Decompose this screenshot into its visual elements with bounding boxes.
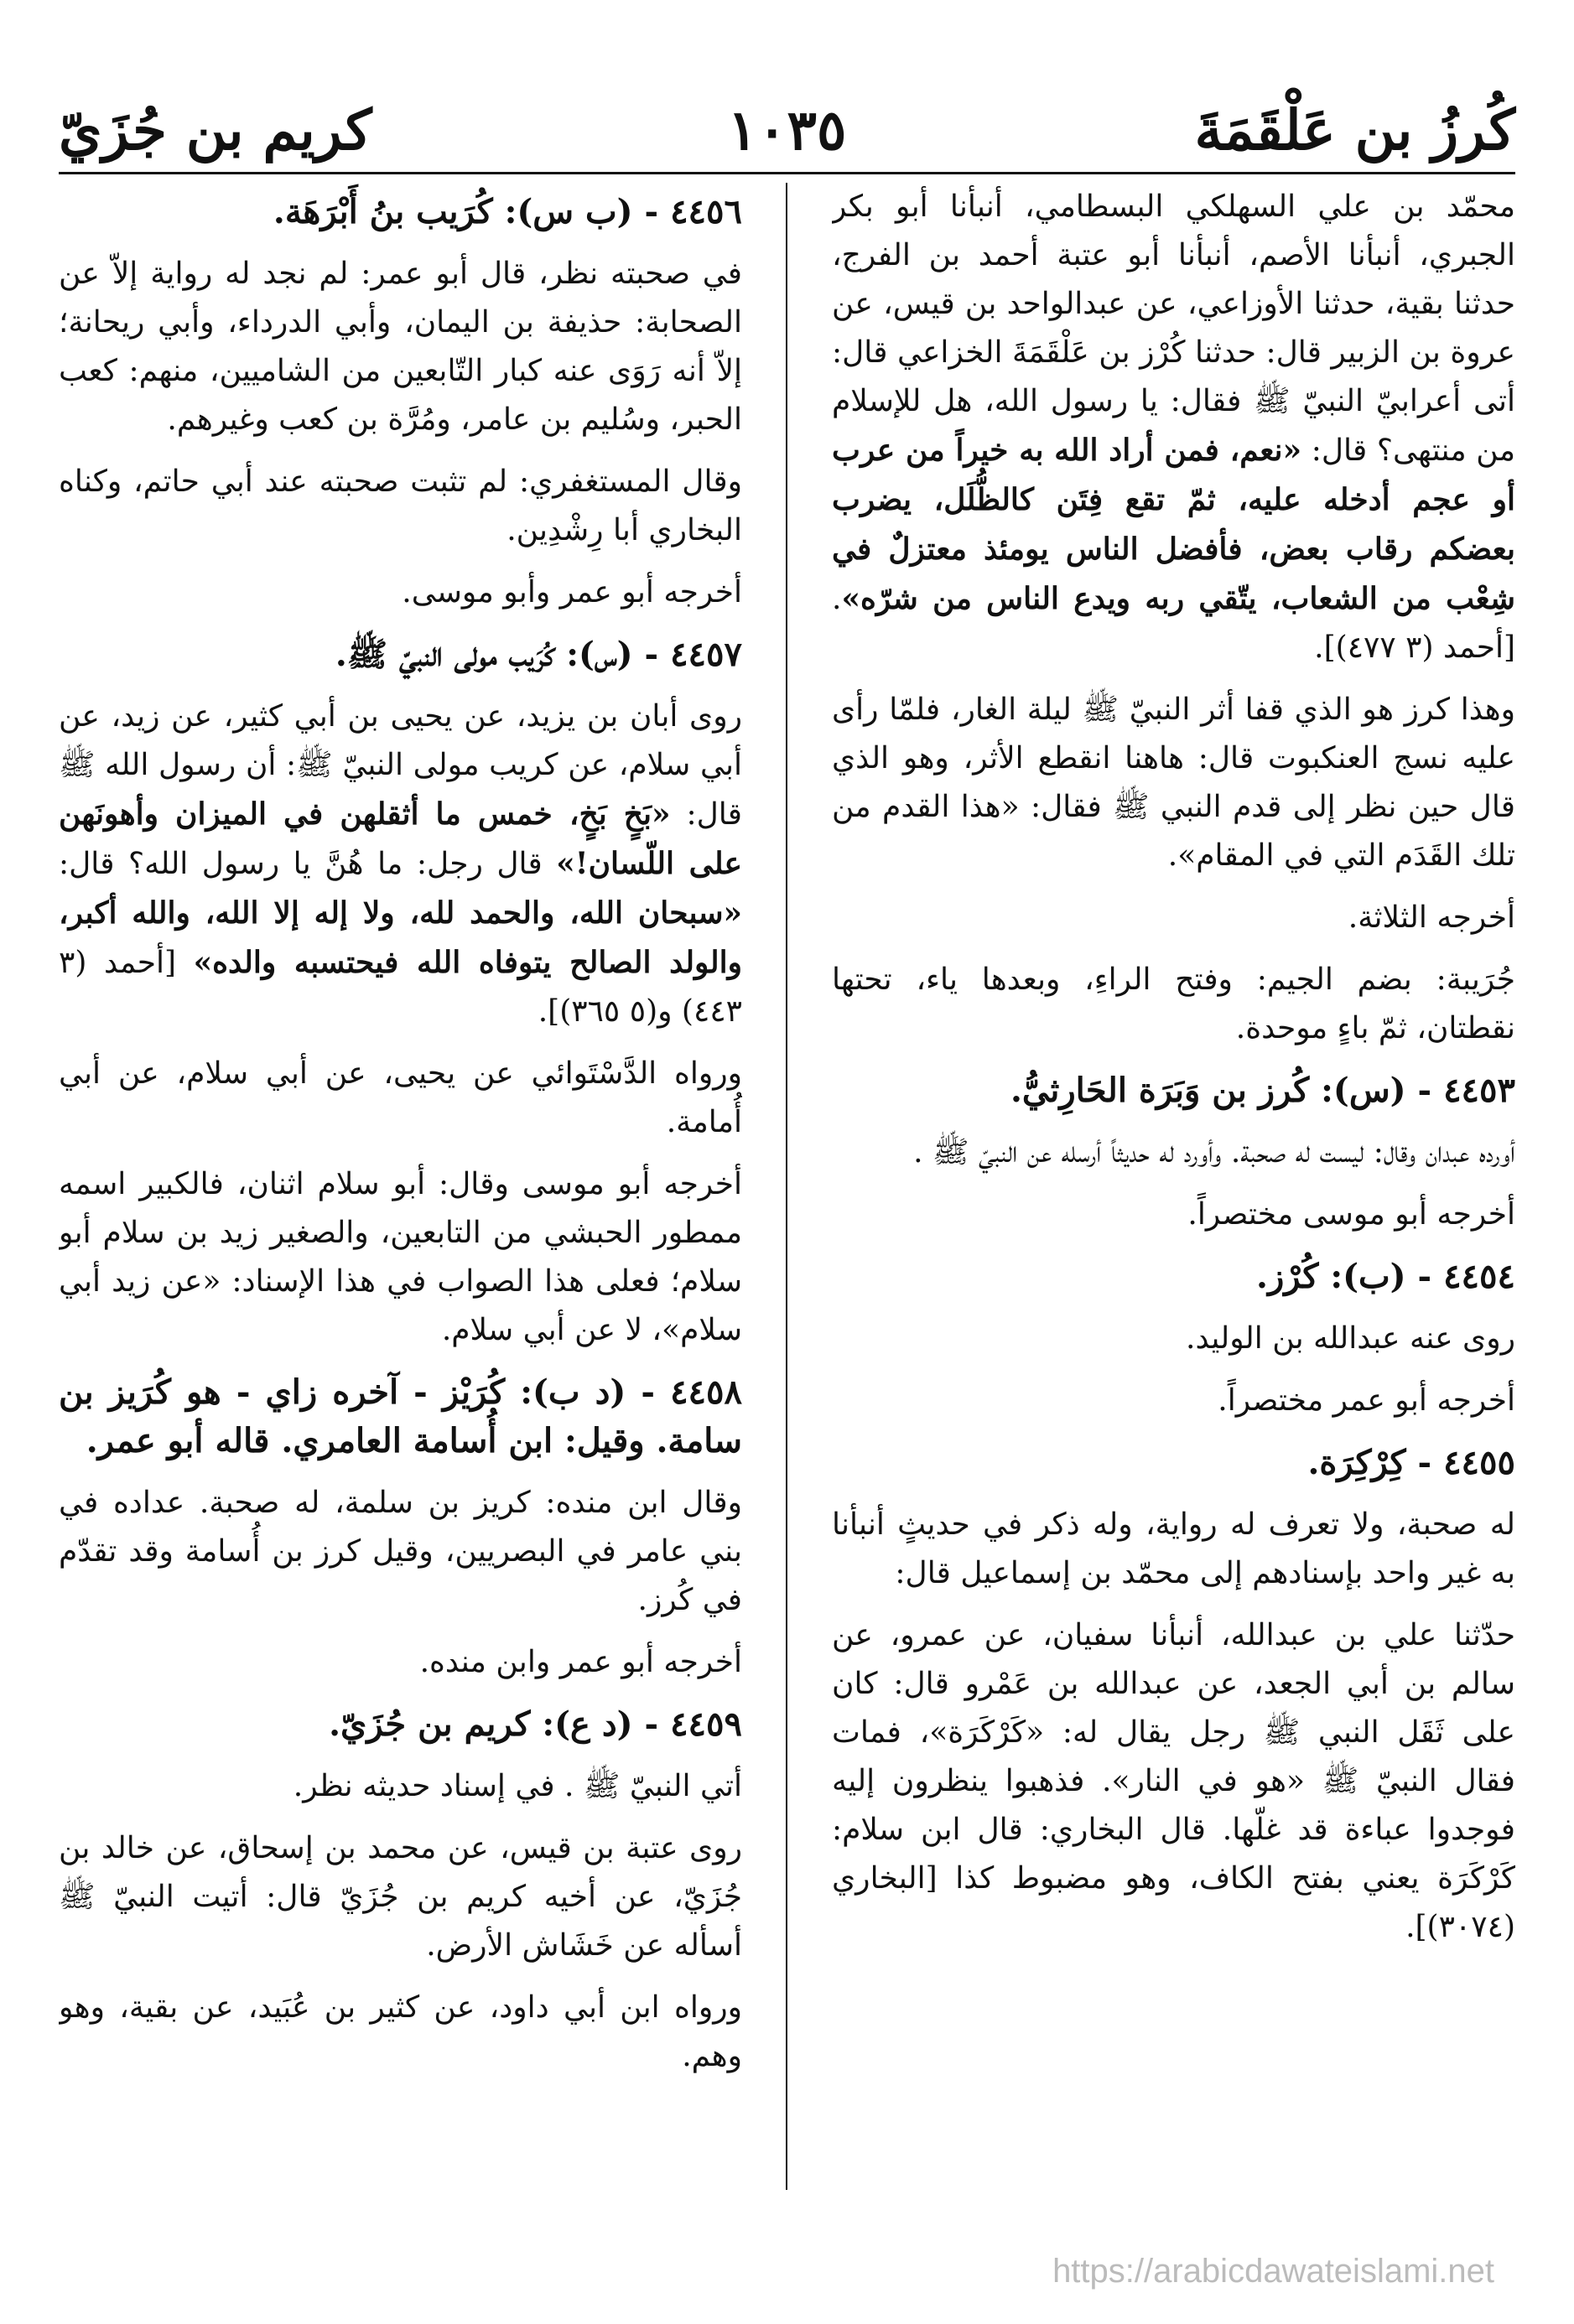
watermark-url: https://arabicdawateislami.net xyxy=(1052,2253,1494,2290)
paragraph: أتي النبيّ ﷺ . في إسناد حديثه نظر. xyxy=(293,1769,742,1803)
paragraph: أخرجه أبو موسى مختصراً. xyxy=(1187,1197,1515,1232)
paragraph xyxy=(59,693,742,1036)
entry-title: - (د ب): كُرَيْز - آخره زاي - هو كُرَيز بن سامة. وقيل: ابن أُسامة العامري. قاله أبو عمر. xyxy=(59,1372,742,1460)
paragraph: أخرجه أبو عمر مختصراً. xyxy=(1218,1383,1515,1418)
entry-title: - (س): كُرز بن وَبَرَة الحَارِثيُّ. xyxy=(1010,1071,1432,1110)
entry-heading-4457 xyxy=(59,630,742,679)
paragraph: له صحبة، ولا تعرف له رواية، وله ذكر في حديثٍ أنبأنا به غير واحد بإسنادهم إلى محمّد بن إسماعيل قال: xyxy=(832,1507,1515,1590)
paragraph: وقال ابن منده: كريز بن سلمة، له صحبة. عداده في بني عامر في البصريين، وقيل كرز بن أُسامة وقد تقدّم في كُرز. xyxy=(59,1486,742,1617)
entry-number: ٤٤٥٩ xyxy=(670,1704,742,1744)
entry-number: ٤٤٥٦ xyxy=(670,192,742,231)
entry-heading-4456 xyxy=(59,188,742,236)
entry-title: - كِرْكِرَة. xyxy=(1307,1443,1432,1482)
left-column xyxy=(59,183,742,2262)
column-divider xyxy=(786,183,787,2190)
paragraph xyxy=(832,183,1515,672)
entry-heading-4459 xyxy=(59,1700,742,1749)
paragraph: جُرَيبة: بضم الجيم: وفتح الراءِ، وبعدها ياء، تحتها نقطتان، ثمّ باءٍ موحدة. xyxy=(832,962,1515,1045)
text: روى أبان بن يزيد، عن يحيى بن أبي كثير، عن زيد، عن أبي سلام، عن كريب مولى النبيّ ﷺ: أن رسول الله ﷺ قال: xyxy=(59,699,742,832)
entry-title: - (ب): كُرْز. xyxy=(1256,1257,1432,1296)
paragraph: حدّثنا علي بن عبدالله، أنبأنا سفيان، عن عمرو، عن سالم بن أبي الجعد، عن عبدالله بن عَمْرو قال: كان على ثَقَل النبي ﷺ رجل يقال له: «كَرْكَرَة»، فمات فقال النبيّ ﷺ «هو في النار». فذهبوا ينظرون إليه فوجدوا عباءة قد غلّها. قال البخاري: قال ابن سلام: كَرْكَرَة يعني بفتح الكاف، وهو مضبوط كذا [البخاري (٣٠٧٤)]. xyxy=(832,1618,1515,1944)
paragraph: روى عنه عبدالله بن الوليد. xyxy=(1186,1321,1515,1356)
entry-heading-4454 xyxy=(832,1253,1515,1301)
reference: [أحمد (٣ ٤٤٣) و(٥ ٣٦٥)]. xyxy=(59,946,742,1029)
entry-number: ٤٤٥٣ xyxy=(1443,1071,1515,1110)
text: محمّد بن علي السهلكي البسطامي، أنبأنا أبو بكر الجبري، أنبأنا الأصم، أنبأنا أبو عتبة أحمد بن الفرج، حدثنا بقية، حدثنا الأوزاعي، عن عبدالواحد بن قيس، عن عروة بن الزبير قال: حدثنا كُرْز بن عَلْقَمَةَ الخزاعي قال: أتى أعرابيّ النبيّ ﷺ فقال: يا رسول الله، هل للإسلام من منتهى؟ قال: xyxy=(832,189,1515,468)
hadith-text: «سبحان الله، والحمد لله، ولا إله إلا الله، والله أكبر، والولد الصالح يتوفاه الله فيحتسبه والده» xyxy=(59,895,742,980)
paragraph: وهذا كرز هو الذي قفا أثر النبيّ ﷺ ليلة الغار، فلمّا رأى عليه نسج العنكبوت قال: هاهنا انقطع الأثر، وهو الذي قال حين نظر إلى قدم النبي ﷺ فقال: «هذا القدم من تلك القَدَم التي في المقام». xyxy=(832,693,1515,873)
entry-heading-4453 xyxy=(832,1066,1515,1115)
paragraph: روى عتبة بن قيس، عن محمد بن إسحاق، عن خالد بن جُزَيّ، عن أخيه كريم بن جُزَيّ قال: أتيت النبيّ ﷺ أسأله عن خَشَاش الأرض. xyxy=(59,1831,742,1963)
entry-number: ٤٤٥٨ xyxy=(670,1372,742,1412)
entry-title: - (س): كُرَيب مولى النبيّ ﷺ. xyxy=(335,635,659,674)
paragraph: أخرجه أبو موسى وقال: أبو سلام اثنان، فالكبير اسمه ممطور الحبشي من التابعين، والصغير زيد بن سلام أبو سلام؛ فعلى هذا الصواب في هذا الإسناد: «عن زيد أبي سلام»، لا عن أبي سلام. xyxy=(59,1167,742,1347)
header-right-title: كُرزُ بن عَلْقَمَةَ xyxy=(1194,97,1515,163)
text: قال رجل: ما هُنَّ يا رسول الله؟ قال: xyxy=(59,847,557,881)
entry-title: - (د ع): كريم بن جُزَيّ. xyxy=(329,1704,659,1744)
right-column xyxy=(832,183,1515,2262)
reference: . [أحمد (٣ ٤٧٧)]. xyxy=(832,582,1515,665)
paragraph: أخرجه أبو عمر وابن منده. xyxy=(419,1645,742,1679)
hadith-text: «بَخٍ بَخٍ، خمس ما أثقلهن في الميزان وأهونَهن على اللّسان!» xyxy=(59,796,742,881)
entry-heading-4458 xyxy=(59,1368,742,1465)
page-number: ١٠٣٥ xyxy=(727,97,847,163)
hadith-text: «نعم، فمن أراد الله به خيراً من عرب أو عجم أدخله عليه، ثمّ تقع فِتَن كالظُّلَل، يضرب بعضكم رقاب بعض، فأفضل الناس يومئذ معتزلٌ في شِعْب من الشعاب، يتّقي ربه ويدع الناس من شرّه» xyxy=(832,433,1515,616)
paragraph: ورواه ابن أبي داود، عن كثير بن عُبَيد، عن بقية، وهو وهم. xyxy=(59,1990,742,2073)
paragraph: في صحبته نظر، قال أبو عمر: لم نجد له رواية إلاّ عن الصحابة: حذيفة بن اليمان، وأبي الدرداء، وأبي ريحانة؛ إلاّ أنه رَوَى عنه كبار التّابعين من الشاميين، منهم: كعب الحبر، وسُليم بن عامر، ومُرَّة بن كعب وغيرهم. xyxy=(59,257,742,437)
paragraph: أورده عبدان وقال: ليست له صحبة. وأورد له حديثاً أرسله عن النبيّ ﷺ . xyxy=(913,1135,1515,1170)
page-header xyxy=(59,80,1515,174)
paragraph: أخرجه الثلاثة. xyxy=(1348,900,1515,935)
entry-number: ٤٤٥٧ xyxy=(670,635,742,674)
entry-title: - (ب س): كُرَيب بنُ أَبْرَهَة. xyxy=(273,192,659,231)
entry-heading-4455 xyxy=(832,1439,1515,1487)
paragraph: وقال المستغفري: لم تثبت صحبته عند أبي حاتم، وكناه البخاري أبا رِشْدِين. xyxy=(59,464,742,547)
paragraph: ورواه الدَّسْتَوائي عن يحيى، عن أبي سلام، عن أبي أُمامة. xyxy=(59,1056,742,1139)
entry-number: ٤٤٥٥ xyxy=(1443,1443,1515,1482)
paragraph: أخرجه أبو عمر وأبو موسى. xyxy=(402,575,742,610)
header-left-title: كريم بن جُزَيّ xyxy=(59,97,372,163)
entry-number: ٤٤٥٤ xyxy=(1443,1257,1515,1296)
